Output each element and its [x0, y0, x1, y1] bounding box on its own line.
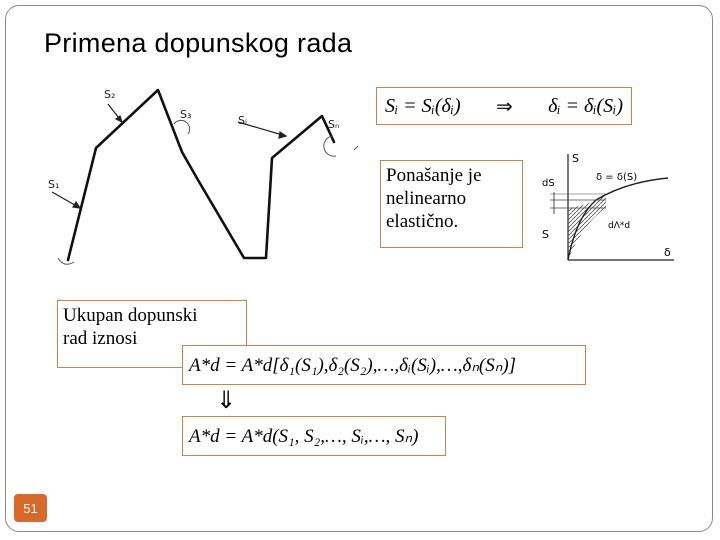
- label-s1: S₁: [48, 178, 60, 191]
- graph-dlambda-label: dΛ*d: [608, 221, 631, 231]
- equation-box-top: [376, 87, 632, 125]
- hatched-area: [568, 194, 606, 260]
- moment-sn-icon: [324, 136, 336, 156]
- note-behavior-line1: Ponašanje je: [386, 165, 482, 186]
- equation-box-work1: [182, 345, 586, 385]
- equation-s-of-delta: Sᵢ = Sᵢ(δᵢ): [385, 94, 461, 117]
- label-s2: S₂: [104, 88, 116, 101]
- equation-delta-of-s: δᵢ = δᵢ(Sᵢ): [548, 94, 623, 117]
- graph-y-label: S: [572, 152, 579, 165]
- slide-title: Primena dopunskog rada: [44, 28, 353, 58]
- moment-s3-icon: [174, 120, 190, 134]
- frame-members: [68, 90, 334, 260]
- structure-diagram: [40, 80, 370, 280]
- note-total-line1: Ukupan dopunski: [63, 305, 198, 326]
- graph-ds-label: dS: [542, 178, 555, 189]
- note-behavior-line3: elastično.: [386, 211, 459, 232]
- implies-arrow: ⇒: [495, 95, 513, 118]
- equation-work-delta: A*d = A*d[δ₁(S₁),δ₂(S₂),…,δᵢ(Sᵢ),…,δₙ(Sₙ)]: [189, 354, 517, 376]
- graph-curve-label: δ = δ(S): [596, 172, 638, 183]
- equation-box-work2: [182, 416, 446, 456]
- graph-x-label: δ: [664, 246, 671, 259]
- graph-s-label: S: [542, 228, 549, 241]
- page-number-badge: 51: [14, 494, 47, 522]
- s-delta-graph: [536, 148, 682, 270]
- note-behavior-line2: nelinearno: [386, 188, 467, 209]
- label-s3: S₃: [180, 108, 192, 121]
- note-total-line2: rad iznosi: [63, 328, 138, 349]
- note-behavior: [380, 160, 523, 248]
- down-arrow-icon: ⇓: [216, 386, 237, 414]
- equation-work-s: A*d = A*d(S₁, S₂,…, Sᵢ,…, Sₙ): [189, 425, 419, 447]
- support-left-icon: [58, 258, 74, 264]
- label-si: Sᵢ: [238, 114, 247, 127]
- label-sn: Sₙ: [328, 118, 340, 131]
